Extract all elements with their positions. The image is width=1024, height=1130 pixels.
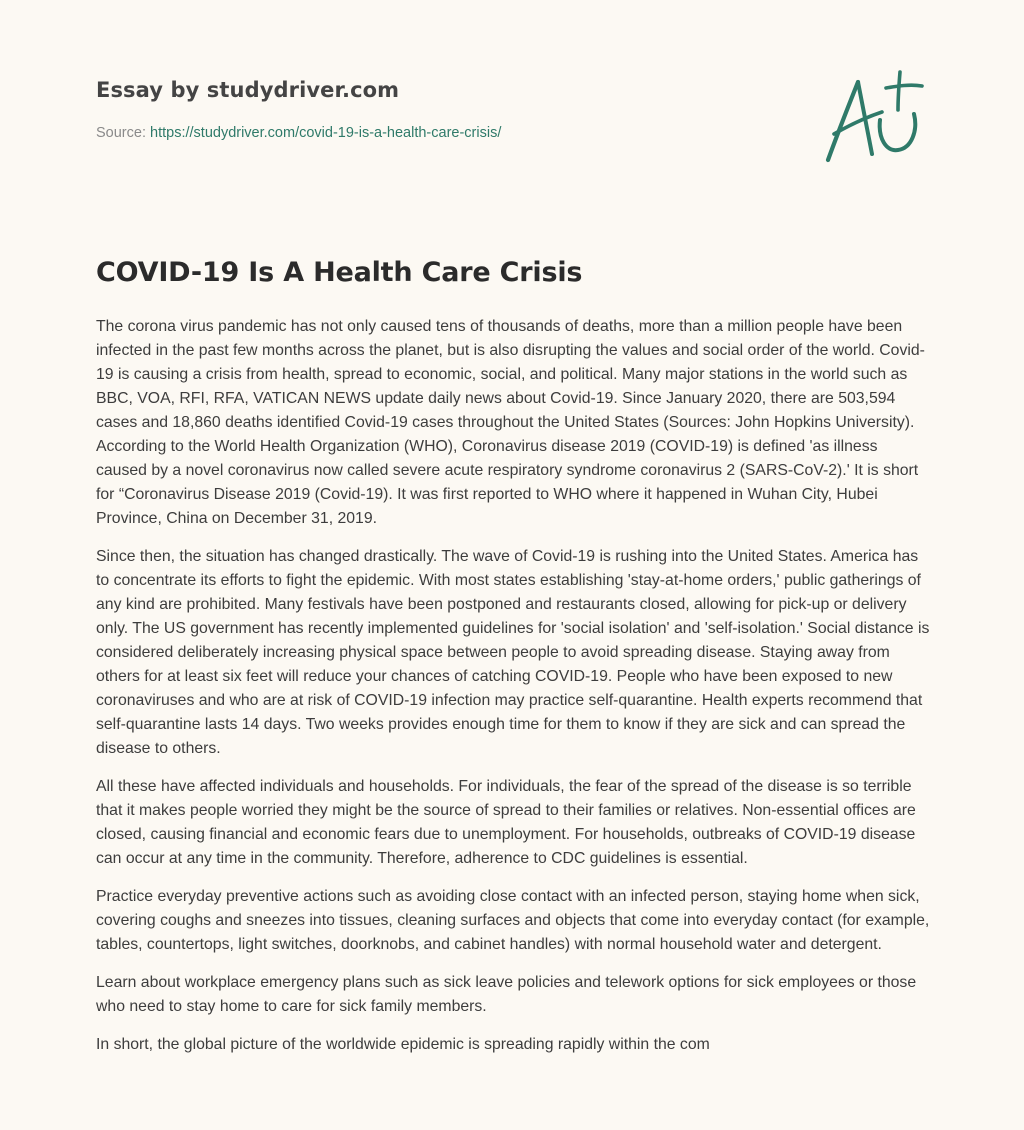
source-line [96,123,796,143]
paragraph: All these have affected individuals and households. For individuals, the fear of the spread of the disease is so terrible that it makes people worried they might be the source of spread to their families or relatives. Non-essential offices are closed, causing financial and economic fears due to unemployment. For households, outbreaks of COVID-19 disease can occur at any time in the community. Therefore, adherence to CDC guidelines is essential. [96,778,916,867]
brand-title: Essay by studydriver.com [96,78,400,102]
essay-title: COVID-19 Is A Health Care Crisis [96,257,583,288]
paragraph: The corona virus pandemic has not only caused tens of thousands of deaths, more than a million people have been infected in the past few months across the planet, but is also disrupting the values and social order of the world. Covid-19 is causing a crisis from health, spread to economic, social, and political. Many major stations in the world such as BBC, VOA, RFI, RFA, VATICAN NEWS update daily news about Covid-19. Since January 2020, there are 503,594 cases and 18,860 deaths identified Covid-19 cases throughout the United States (Sources: John Hopkins University). According to the World Health Organization (WHO), Coronavirus disease 2019 (COVID-19) is defined 'as illness caused by a novel coronavirus now called severe acute respiratory syndrome coronavirus 2 (SARS-CoV-2).' It is short for “Coronavirus Disease 2019 (Covid-19). It was first reported to WHO where it happened in Wuhan City, Hubei Province, China on December 31, 2019. [96,318,925,527]
paragraph: In short, the global picture of the worldwide epidemic is spreading rapidly within the com [96,1036,710,1053]
page-header [96,76,796,143]
paragraph: Practice everyday preventive actions such as avoiding close contact with an infected person, staying home when sick, covering coughs and sneezes into tissues, cleaning surfaces and objects that come into everyday contact (for example, tables, countertops, light switches, doorknobs, and cabinet handles) with normal household water and detergent. [96,888,930,953]
paragraph: Learn about workplace emergency plans such as sick leave policies and telework options for sick employees or those who need to stay home to care for sick family members. [96,974,917,1015]
essay-body [96,315,930,1071]
paragraph: Since then, the situation has changed drastically. The wave of Covid-19 is rushing into the United States. America has to concentrate its efforts to fight the epidemic. With most states establishing 'stay-at-home orders,' public gatherings of any kind are prohibited. Many festivals have been postponed and restaurants closed, allowing for pick-up or delivery only. The US government has recently implemented guidelines for 'social isolation' and 'self-isolation.' Social distance is considered deliberately increasing physical space between people to avoid spreading disease. Staying away from others for at least six feet will reduce your chances of catching COVID-19. People who have been exposed to new coronaviruses and who are at risk of COVID-19 infection may practice self-quarantine. Health experts recommend that self-quarantine lasts 14 days. Two weeks provides enough time for them to know if they are sick and can spread the disease to others. [96,548,930,757]
source-label: Source: [96,125,146,141]
a-plus-logo-icon [822,68,928,164]
source-link[interactable]: https://studydriver.com/covid-19-is-a-health-care-crisis/ [150,125,502,141]
